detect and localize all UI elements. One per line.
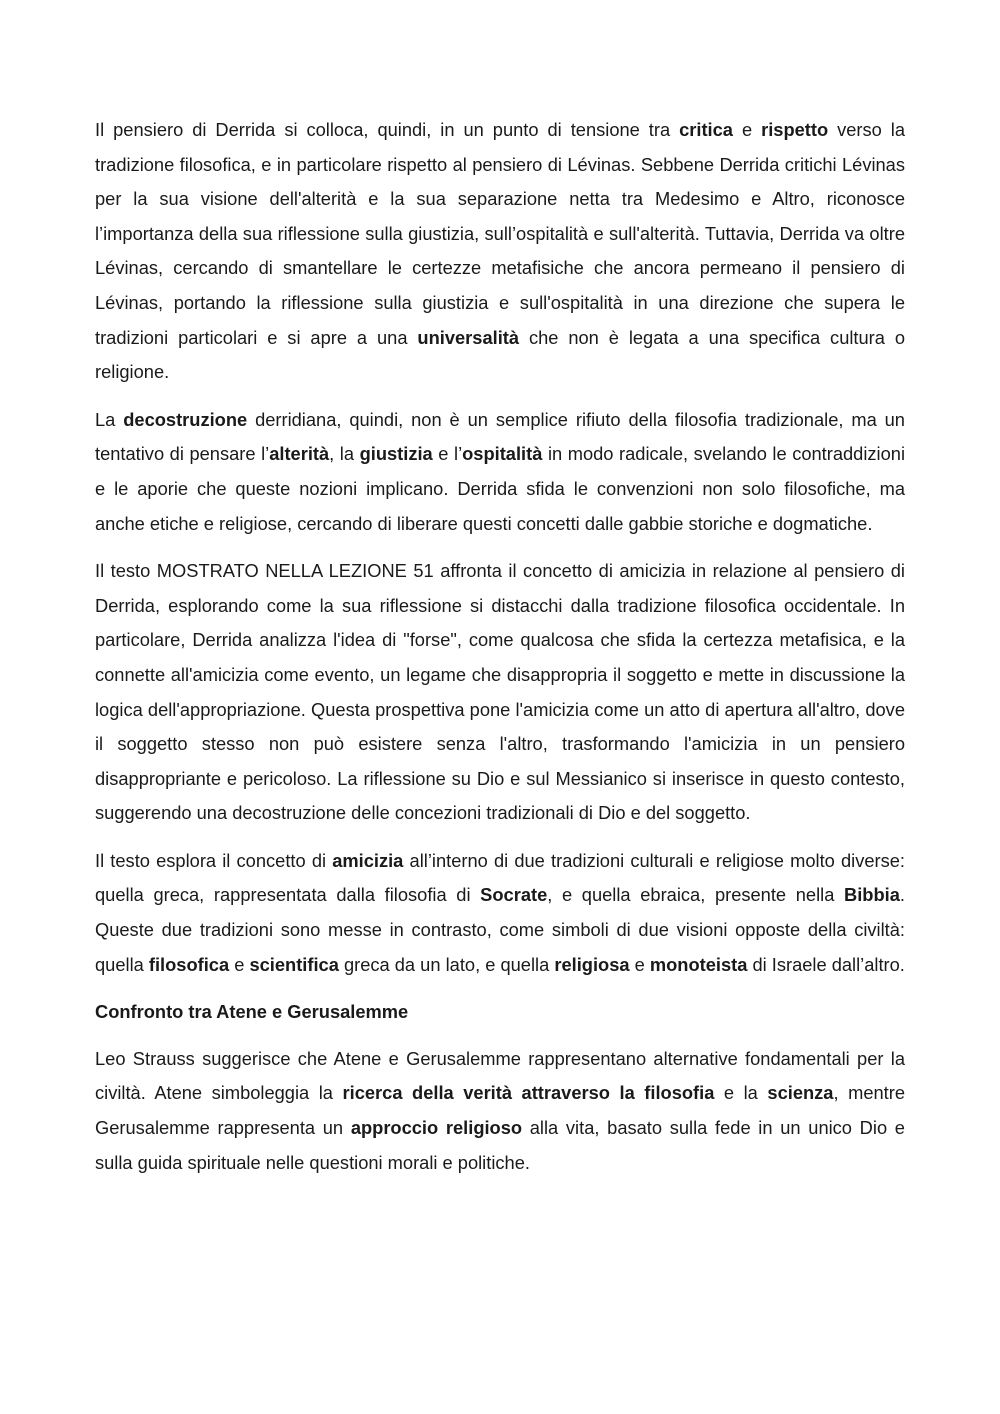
bold-term: Socrate [480, 884, 548, 906]
bold-term: giustizia [359, 443, 433, 465]
text-run: . Queste due tradizioni sono messe in contrasto, come simboli di due visioni opposte della civiltà: quella [95, 884, 905, 975]
text-run: e [629, 953, 650, 975]
bold-term: Bibbia [844, 884, 900, 906]
bold-term: scienza [767, 1082, 834, 1104]
paragraph-derrida-levinas [95, 113, 905, 390]
text-run: , mentre Gerusalemme rappresenta un [95, 1082, 905, 1139]
text-run: all’interno di due tradizioni culturali e religiose molto diverse: quella greca, rappresentata dalla filosofia di [95, 849, 905, 906]
text-run: in modo radicale, svelando le contraddizioni e le aporie che queste nozioni implicano. Derrida sfida le convenzioni non solo filosofiche, ma anche etiche e religiose, cercando di liberare questi concetti dalle gabbie storiche e dogmatiche. [95, 443, 906, 534]
text-run: e [229, 953, 250, 975]
text-run: , e quella ebraica, presente nella [547, 884, 845, 906]
text-run: greca da un lato, e quella [338, 953, 555, 975]
bold-term: alterità [269, 443, 330, 465]
paragraph-decostruzione [95, 403, 905, 541]
text-run: La [95, 408, 124, 430]
paragraph-leo-strauss [95, 1042, 905, 1180]
bold-term: approccio religioso [350, 1117, 523, 1139]
text-run: e la [714, 1082, 768, 1104]
text-run: alla vita, basato sulla fede in un unico Dio e sulla guida spirituale nelle questioni morali e politiche. [95, 1117, 905, 1173]
text-run: Il testo MOSTRATO NELLA LEZIONE 51 affronta il concetto di amicizia in relazione al pensiero di Derrida, esplorando come la sua riflessione si distacchi dalla tradizione filosofica occidentale. In particolare, Derrida analizza l'idea di "forse", come qualcosa che sfida la certezza metafisica, e la connette all'amicizia come evento, un legame che disappropria il soggetto e mette in discussione la logica dell'appropriazione. Questa prospettiva pone l'amicizia come un atto di apertura all'altro, dove il soggetto stesso non può esistere senza l'altro, trasformando l'amicizia in un pensiero disappropriante e pericoloso. La riflessione su Dio e sul Messianico si inserisce in questo contesto, suggerendo una decostruzione delle concezioni tradizionali di Dio e del soggetto. [95, 560, 905, 824]
bold-term: amicizia [332, 849, 404, 871]
text-run: e [732, 119, 762, 140]
text-run: di Israele dall’altro. [747, 953, 905, 975]
bold-term: ricerca della verità attraverso la filosofia [342, 1082, 715, 1104]
bold-term: rispetto [761, 119, 829, 140]
bold-term: filosofica [148, 953, 230, 975]
text-run: Il pensiero di Derrida si colloca, quindi, in un punto di tensione tra [95, 119, 680, 140]
section-heading: Confronto tra Atene e Gerusalemme [95, 1001, 409, 1023]
text-run: derridiana, quindi, non è un semplice rifiuto della filosofia tradizionale, ma un tentativo di pensare l’ [95, 408, 905, 465]
text-run: Leo Strauss suggerisce che Atene e Gerusalemme rappresentano alternative fondamentali per la civiltà. Atene simboleggia la [95, 1047, 905, 1104]
bold-term: religiosa [554, 953, 630, 975]
paragraph-amicizia-derrida [95, 554, 905, 831]
text-run: , la [329, 443, 360, 465]
text-run: che non è legata a una specifica cultura o religione. [95, 326, 906, 383]
bold-term: critica [679, 119, 733, 140]
text-run: verso la tradizione filosofica, e in particolare rispetto al pensiero di Lévinas. Sebbene Derrida critichi Lévinas per la sua visione dell'alterità e la sua separazione netta tra Medesimo e Altro, riconosce l’importanza della sua riflessione sulla giustizia, sull’ospitalità e sull'alterità. Tuttavia, Derrida va oltre Lévinas, cercando di smantellare le certezze metafisiche che ancora permeano il pensiero di Lévinas, portando la riflessione sulla giustizia e sull'ospitalità in una direzione che supera le tradizioni particolari e si apre a una [95, 119, 905, 348]
paragraph-tradizioni [95, 844, 905, 982]
text-run: Il testo esplora il concetto di [95, 849, 333, 871]
bold-term: ospitalità [462, 443, 543, 465]
bold-term: universalità [417, 326, 520, 348]
text-run: e l’ [432, 443, 463, 465]
document-page [95, 113, 905, 1193]
bold-term: monoteista [649, 953, 748, 975]
bold-term: decostruzione [123, 408, 248, 430]
bold-term: scientifica [249, 953, 339, 975]
